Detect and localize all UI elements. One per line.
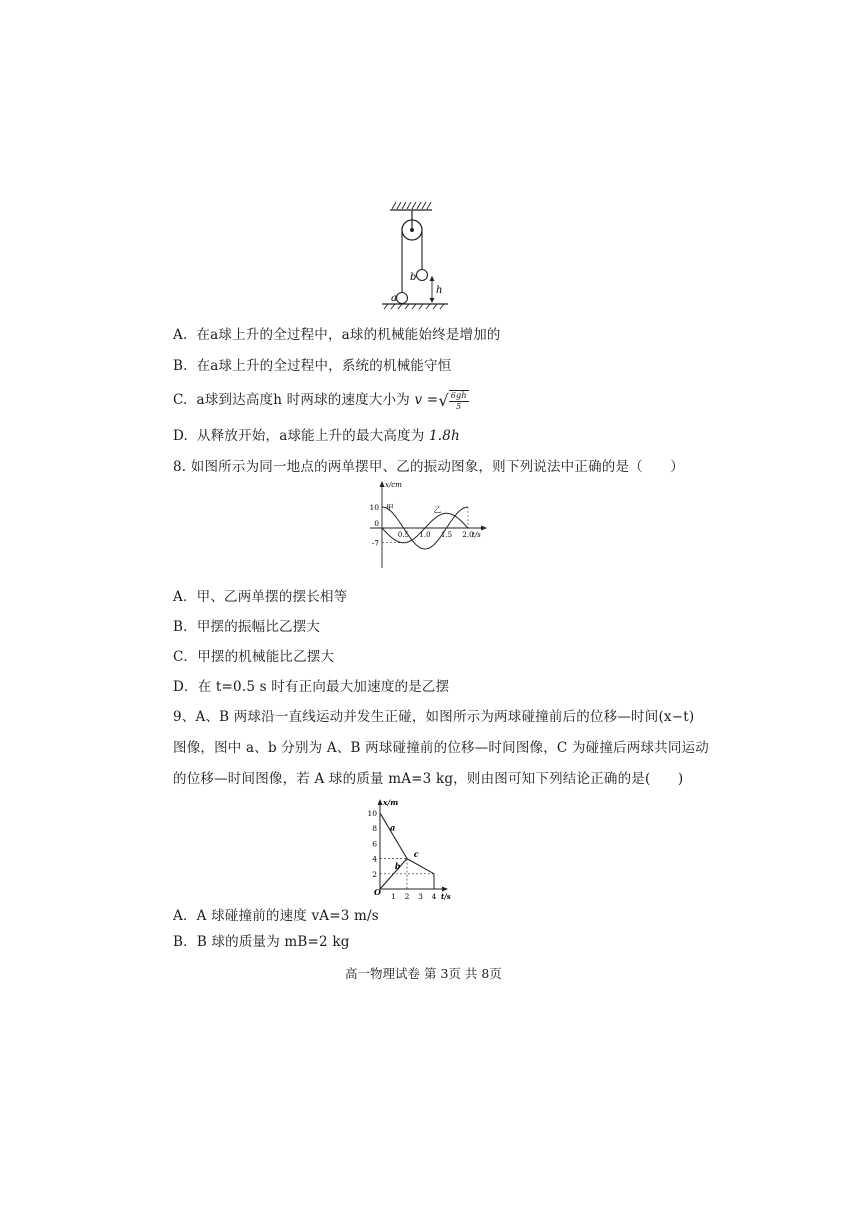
y-tick-label: 2: [372, 869, 377, 879]
x-axis-label: t/s: [441, 892, 451, 901]
q8-option-d: D．在 t=0.5 s 时有正向最大加速度的是乙摆: [173, 679, 450, 695]
velocity-fraction: $\frac{6gh}{5}$: [450, 390, 467, 411]
page-footer: 高一物理试卷 第 3页 共 8页: [345, 966, 502, 981]
q9-xt-chart: [358, 795, 458, 901]
x-tick-label: 1.0: [419, 531, 431, 539]
y-tick-label: 10: [367, 809, 377, 818]
max-height-value: 1.8h: [428, 428, 460, 444]
y-axis-label: x/m: [383, 798, 399, 807]
y-tick-label: 6: [372, 839, 377, 849]
y-axis-arrow: [380, 481, 385, 487]
y-axis-label: x/cm: [385, 481, 402, 489]
series-label-yi: 乙: [433, 505, 442, 515]
q9-stem-line1: 9、A、B 两球沿一直线运动并发生正碰，如图所示为两球碰撞前后的位移—时间(x−t): [173, 709, 695, 725]
y-tick-label: 8: [372, 824, 377, 834]
q8-oscillation-chart: [364, 478, 488, 574]
y-tick-label: 4: [372, 854, 377, 864]
q8-option-c: C．甲摆的机械能比乙摆大: [173, 649, 335, 665]
label-a: a: [391, 293, 397, 304]
x-tick-label: 1.5: [440, 531, 453, 539]
series-label-c: c: [413, 849, 419, 860]
q7-option-a: A. 在a球上升的全过程中，a球的机械能始终是增加的: [173, 327, 501, 343]
series-label-a: a: [390, 822, 396, 833]
x-tick-label: 2.0: [462, 531, 474, 539]
y-tick-label: 0: [374, 519, 379, 528]
x-axis-label: t/s: [472, 531, 481, 539]
ground-hatch: [384, 304, 444, 309]
pulley-axle: [410, 228, 414, 232]
ball-a: [397, 293, 408, 304]
series-label-jia: 甲: [386, 503, 394, 512]
y-tick-label: 10: [369, 503, 379, 512]
equation-lhs: v =: [414, 392, 439, 408]
series-line-c: [407, 859, 434, 874]
ball-b: [417, 270, 428, 281]
series-label-b: b: [394, 861, 401, 872]
x-tick-label: 0.5: [397, 531, 410, 539]
q9-option-b: B．B 球的质量为 mB=2 kg: [173, 934, 350, 950]
x-axis-arrow: [481, 526, 487, 531]
y-tick-label: -7: [371, 538, 379, 548]
x-tick-label: 3: [418, 892, 423, 901]
q8-option-a: A．甲、乙两单摆的摆长相等: [173, 589, 348, 605]
x-tick-label: 4: [431, 892, 437, 901]
q8-option-b: B．甲摆的振幅比乙摆大: [173, 619, 321, 635]
series-line-a: [380, 813, 407, 859]
sqrt-sign: √: [438, 391, 449, 410]
pulley-figure: [378, 196, 464, 312]
q9-stem-line2: 图像，图中 a、b 分别为 A、B 两球碰撞前的位移—时间图像，C 为碰撞后两球共同运动: [173, 740, 709, 756]
x-axis-arrow: [442, 887, 448, 892]
q9-stem-line3: 的位移—时间图像，若 A 球的质量 mA=3 kg，则由图可知下列结论正确的是( ): [173, 771, 684, 787]
q7-option-b: B. 在a球上升的全过程中，系统的机械能守恒: [173, 358, 452, 374]
q9-option-a: A．A 球碰撞前的速度 vA=3 m/s: [173, 908, 379, 924]
q8-stem: 8. 如图所示为同一地点的两单摆甲、乙的振动图象，则下列说法中正确的是（ ）: [173, 459, 684, 475]
x-tick-label: 1: [391, 892, 396, 901]
label-h: h: [436, 285, 443, 296]
origin-label: O: [374, 887, 381, 897]
q7-option-d: D. 从释放开始，a球能上升的最大高度为 1.8h: [173, 428, 460, 444]
ceiling-hatch: [392, 202, 431, 209]
y-axis-arrow: [378, 799, 383, 805]
label-b: b: [410, 272, 417, 283]
x-tick-label: 2: [404, 892, 410, 901]
q7-option-c: C. a球到达高度h 时两球的速度大小为 v =√ $\frac{6gh}{5}$: [173, 390, 467, 411]
